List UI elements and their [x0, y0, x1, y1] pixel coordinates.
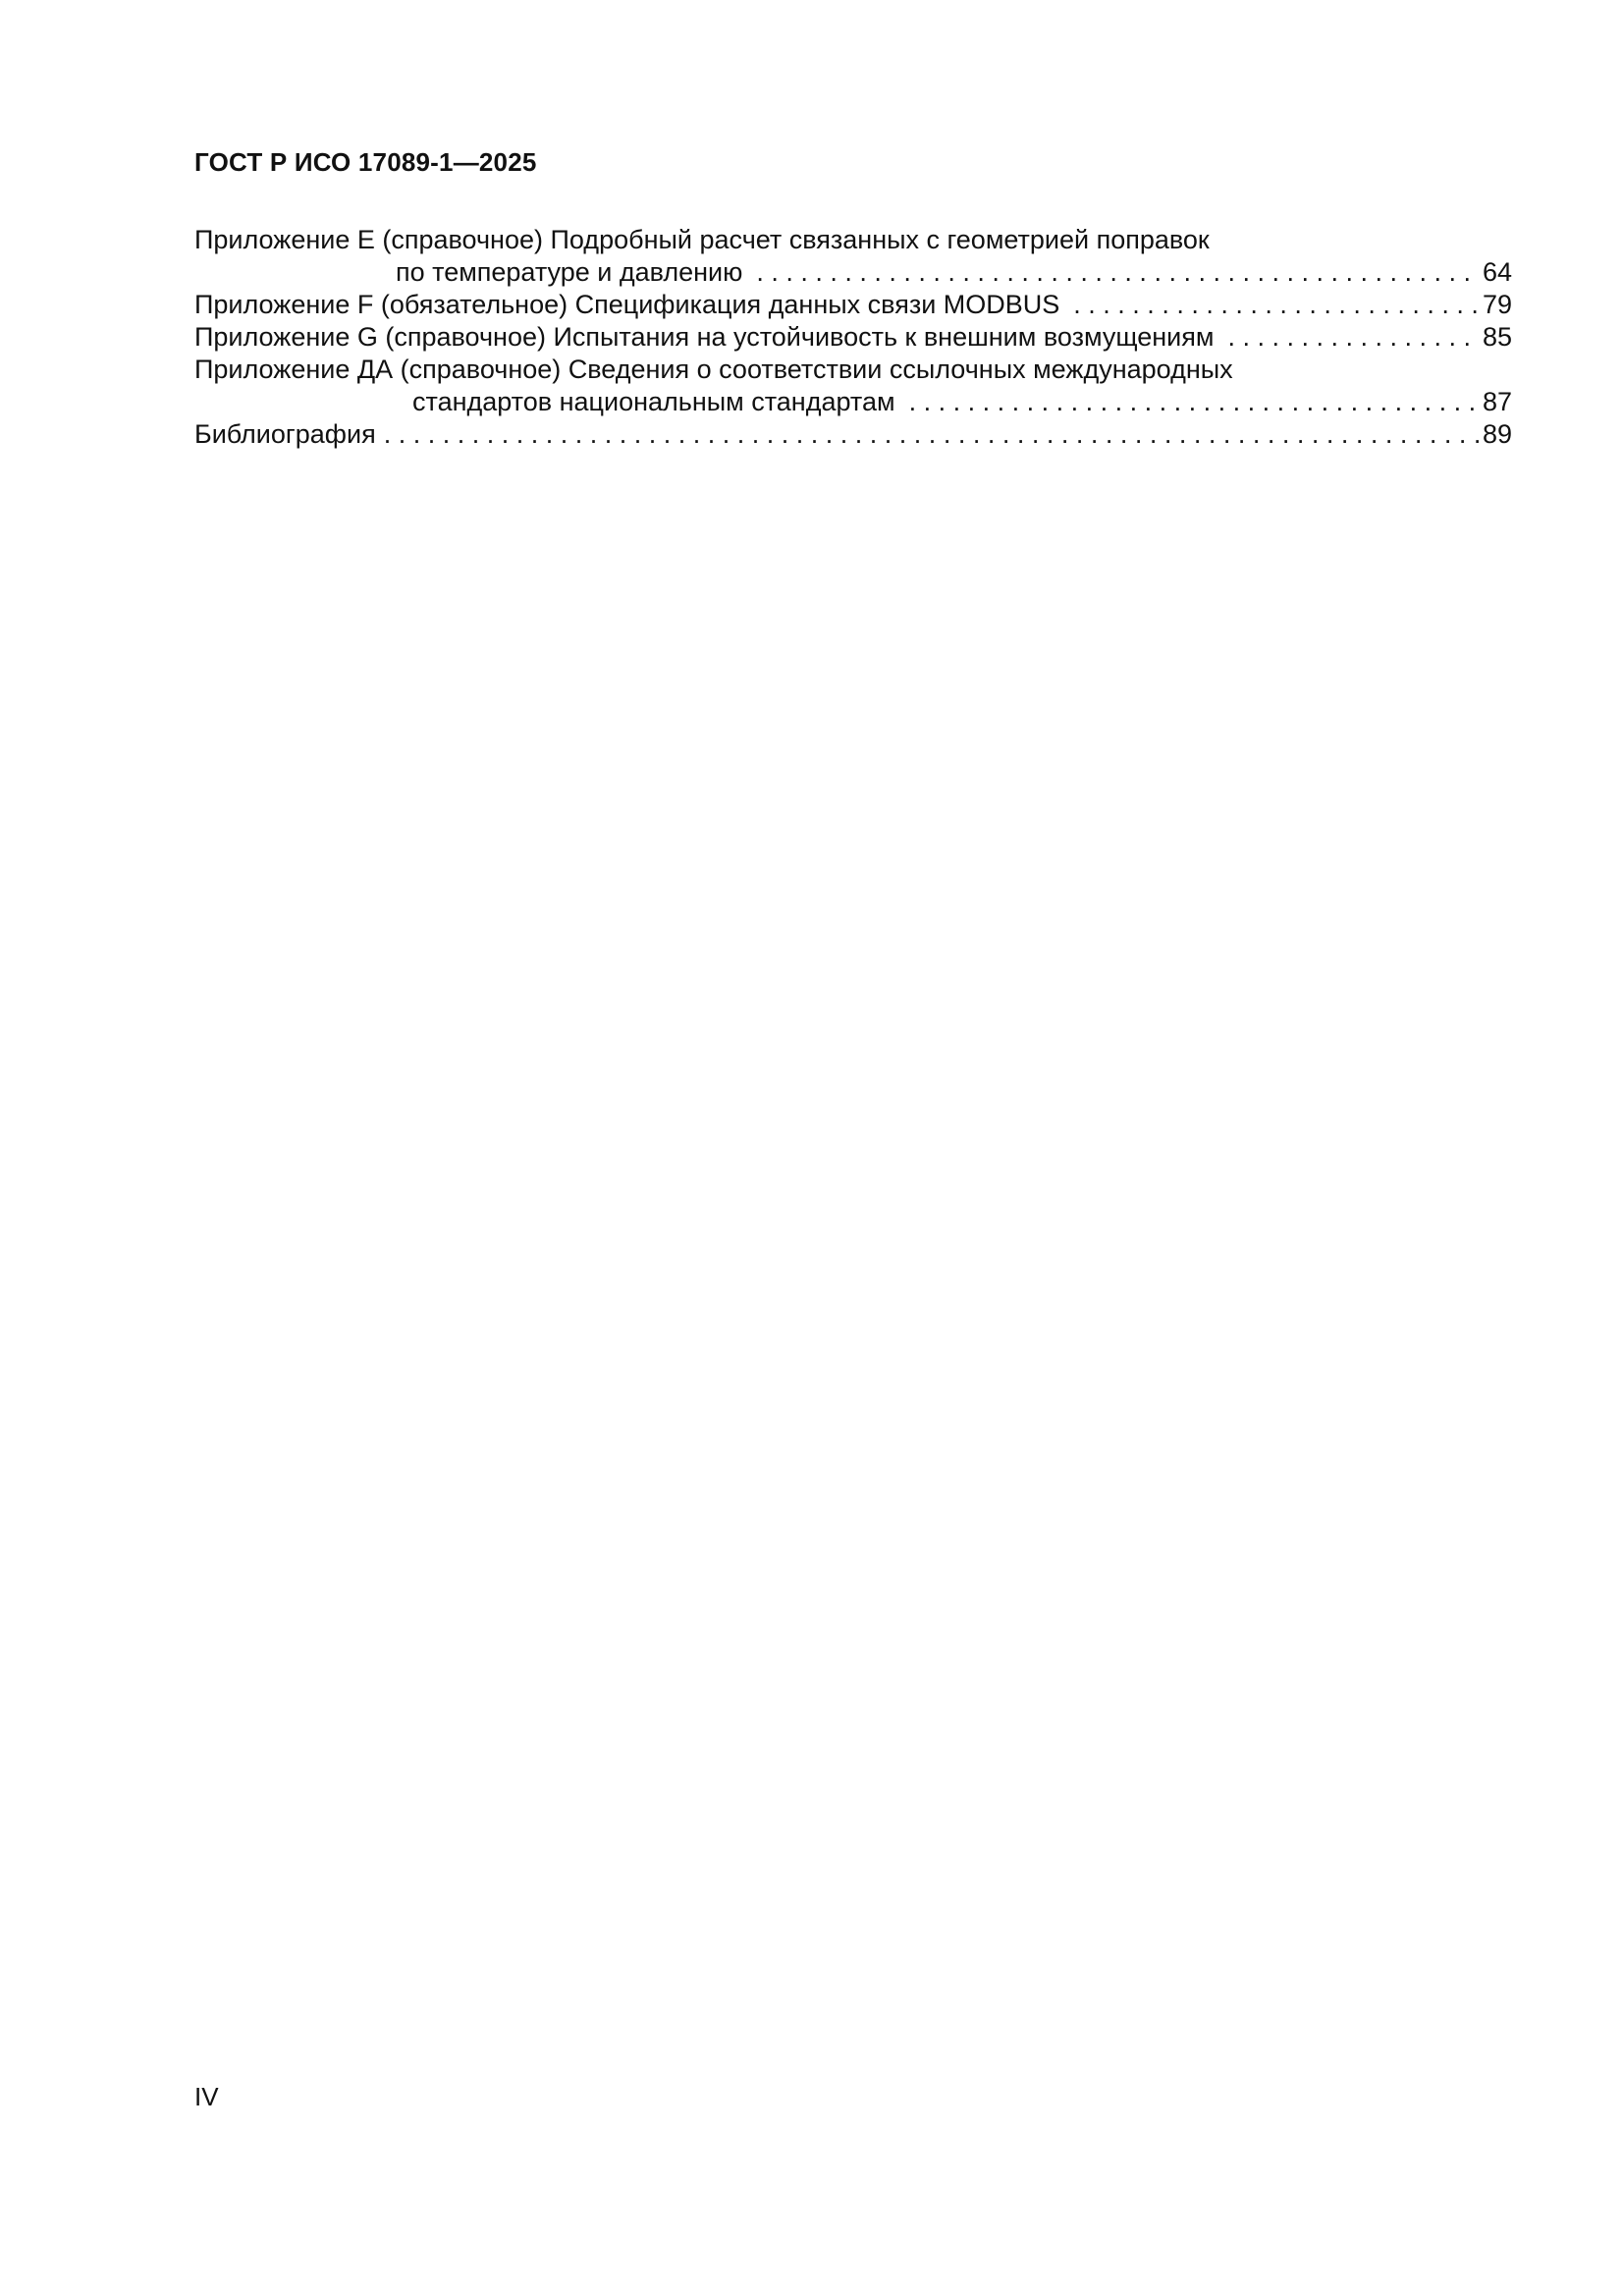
toc-page-number: 89 [1482, 419, 1512, 449]
toc-entry-line [194, 321, 1512, 354]
toc-entry-title: Приложение F (обязательное) Спецификация данных связи MODBUS [194, 290, 1060, 319]
toc-entry-title-continuation: по температуре и давлению [396, 257, 743, 287]
toc-entry-appendix-da [194, 354, 1512, 418]
toc-entry-title: Приложение E (справочное) Подробный расчет связанных с геометрией поправок [194, 225, 1210, 254]
toc-entry-line [194, 289, 1512, 321]
toc-page-number: 87 [1482, 387, 1512, 416]
table-of-contents [194, 224, 1512, 451]
toc-entry-title: Приложение ДА (справочное) Сведения о соответствии ссылочных международных [194, 355, 1233, 384]
dot-leader [1227, 321, 1479, 354]
dot-leader [1073, 289, 1479, 321]
toc-page-number: 85 [1482, 322, 1512, 352]
toc-entry-appendix-g [194, 321, 1512, 354]
toc-page-number: 64 [1482, 257, 1512, 287]
document-header: ГОСТ Р ИСО 17089-1—2025 [194, 147, 537, 177]
toc-page-number: 79 [1482, 290, 1512, 319]
dot-leader [909, 386, 1479, 418]
toc-entry-appendix-f [194, 289, 1512, 321]
toc-entry-line [194, 224, 1512, 256]
toc-entry-line [194, 256, 1512, 289]
toc-entry-line [194, 354, 1512, 386]
toc-entry-line [194, 386, 1512, 418]
toc-entry-bibliography [194, 418, 1512, 451]
toc-entry-line [194, 418, 1512, 451]
dot-leader [756, 256, 1479, 289]
toc-entry-appendix-e [194, 224, 1512, 289]
dot-leader [384, 418, 1479, 451]
toc-entry-title-continuation: стандартов национальным стандартам [412, 387, 895, 416]
toc-entry-title: Библиография [194, 419, 376, 449]
page-number: IV [194, 2082, 219, 2111]
toc-entry-title: Приложение G (справочное) Испытания на устойчивость к внешним возмущениям [194, 322, 1215, 352]
